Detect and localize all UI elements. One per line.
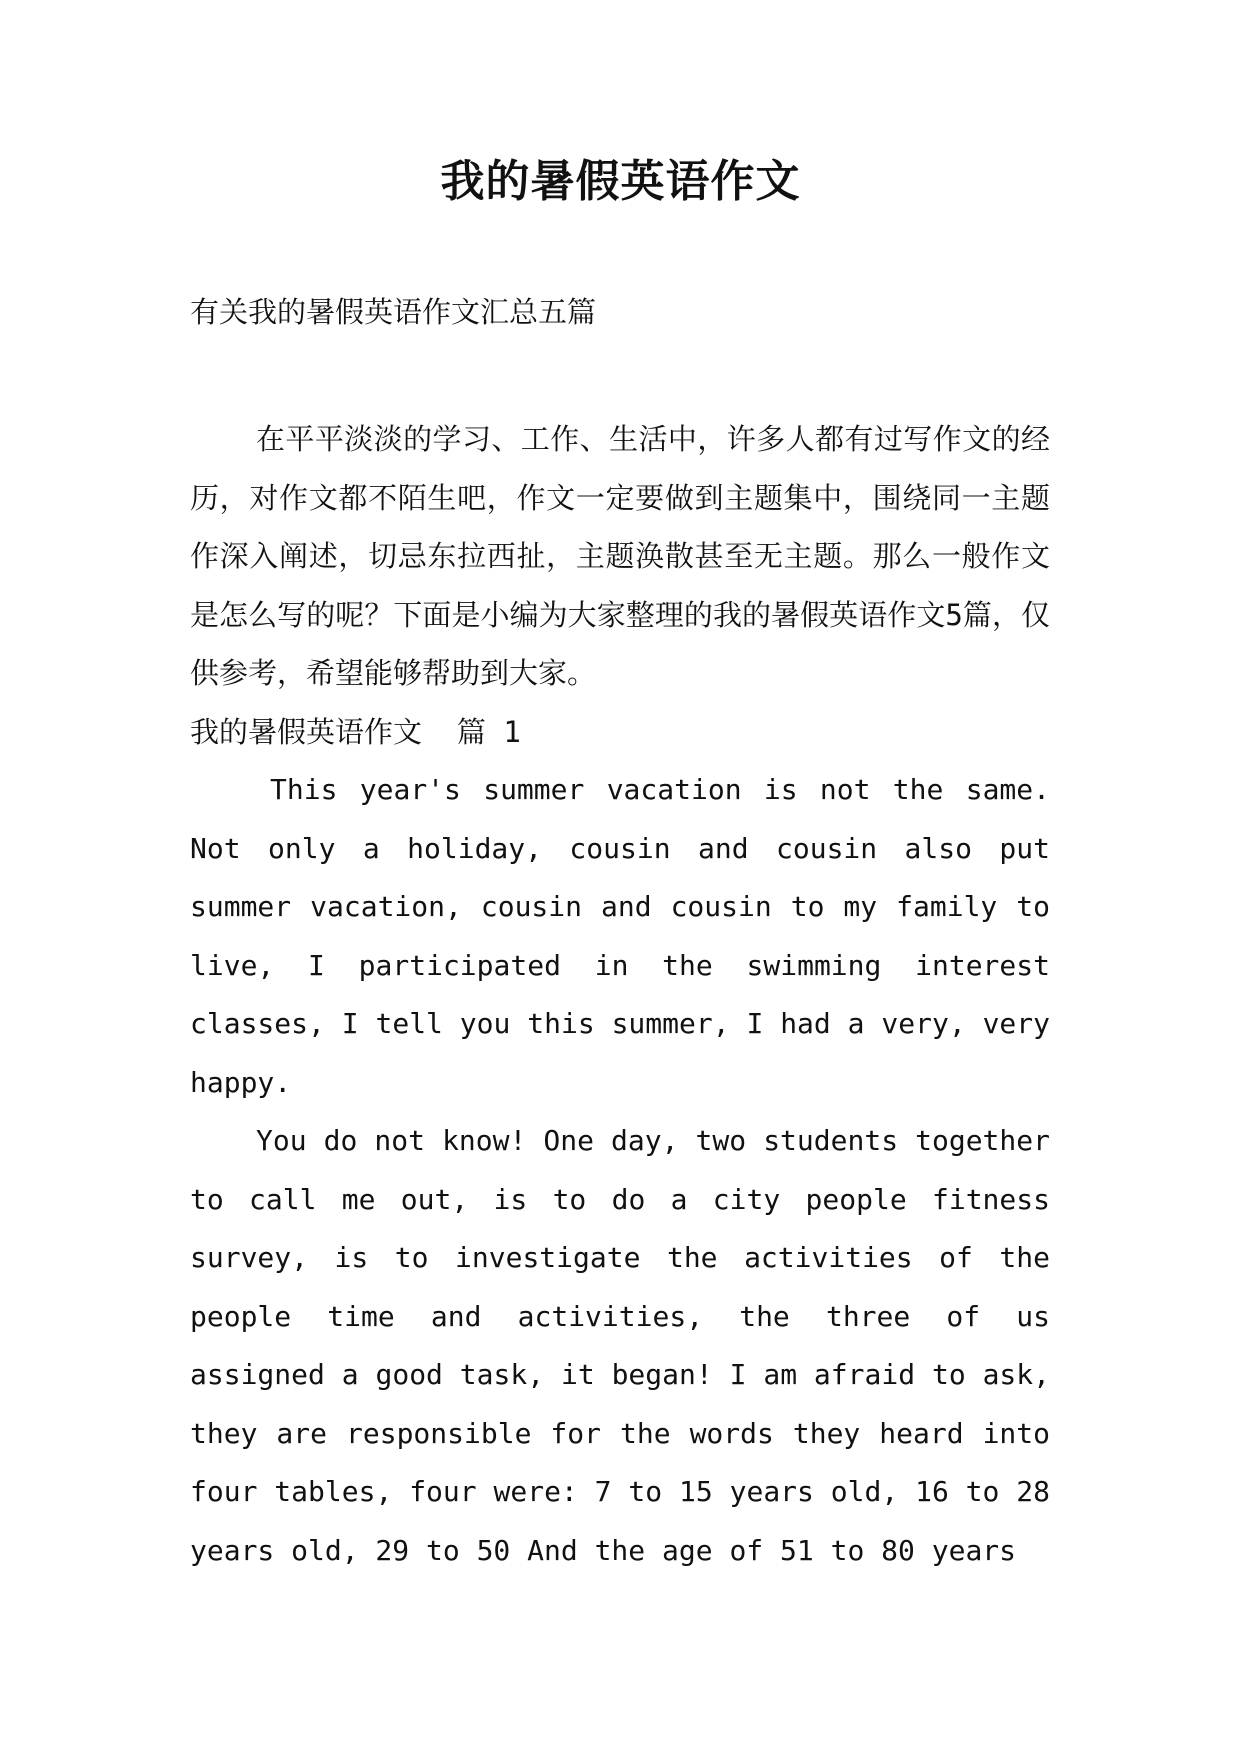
document-title: 我的暑假英语作文 — [440, 156, 801, 207]
essay-paragraph-2: You do not know! One day, two students together to call me out, is to do a city people fitness survey, is to investigate the activities of the people time and activities, the three of us assigned a good task, it began! I am afraid to ask, they are responsible for the words they heard into four tables, four were: 7 to 15 years old, 16 to 28 years old, 29 to 50 And the age of 51 to 80 years — [190, 1124, 1050, 1567]
document-body — [190, 410, 1050, 1580]
essay-paragraph-1: This year's summer vacation is not the same. Not only a holiday, cousin and cousin also put summer vacation, cousin and cousin to my family to live, I participated in the swimming interest classes, I tell you this summer, I had a very, very happy. — [190, 773, 1050, 1099]
intro-paragraph: 在平平淡淡的学习、工作、生活中，许多人都有过写作文的经历，对作文都不陌生吧，作文一定要做到主题集中，围绕同一主题作深入阐述，切忌东拉西扯，主题涣散甚至无主题。那么一般作文是怎么写的呢？下面是小编为大家整理的我的暑假英语作文5篇，仅供参考，希望能够帮助到大家。 — [190, 422, 1050, 690]
section-heading: 我的暑假英语作文 篇 1 — [190, 714, 521, 749]
document-subtitle: 有关我的暑假英语作文汇总五篇 — [190, 295, 597, 329]
